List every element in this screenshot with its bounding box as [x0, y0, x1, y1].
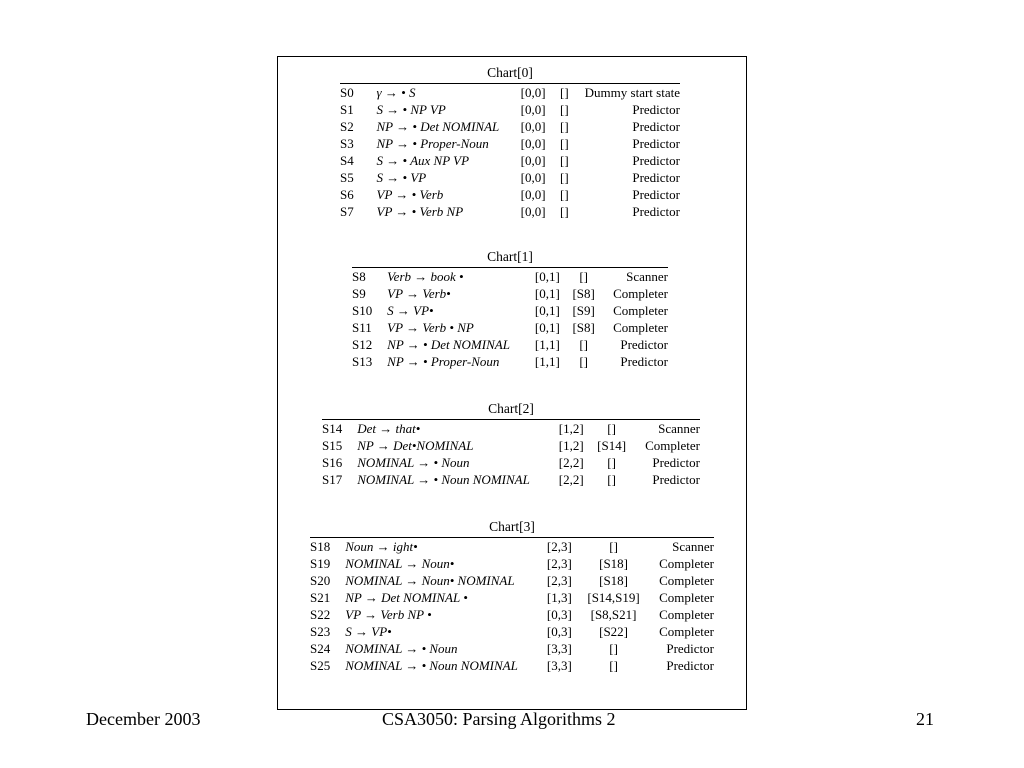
span: [1,2]	[558, 438, 584, 453]
table-row	[310, 657, 714, 674]
operation: Scanner	[672, 539, 714, 554]
dotted-rule: Verb → book •	[387, 269, 464, 284]
table-row	[340, 84, 680, 101]
span: [0,0]	[520, 102, 546, 117]
state-id: S2	[340, 119, 354, 134]
dotted-rule: NOMINAL → • Noun	[345, 641, 458, 656]
operation: Dummy start state	[584, 85, 680, 100]
table-row	[310, 589, 714, 606]
table-row	[310, 640, 714, 657]
operation: Completer	[613, 286, 668, 301]
operation: Completer	[659, 573, 714, 588]
chart-title: Chart[3]	[489, 519, 535, 534]
table-row	[310, 555, 714, 572]
span: [1,2]	[558, 421, 584, 436]
table-row	[340, 135, 680, 152]
span: [3,3]	[546, 641, 572, 656]
dotted-rule: NOMINAL → • Noun NOMINAL	[345, 658, 518, 673]
state-id: S11	[352, 320, 372, 335]
operation: Predictor	[652, 472, 700, 487]
dotted-rule: NOMINAL → Noun• NOMINAL	[345, 573, 515, 588]
chart-table	[340, 84, 680, 220]
state-id: S20	[310, 573, 331, 588]
state-id: S13	[352, 354, 373, 369]
state-id: S8	[352, 269, 366, 284]
span: [0,0]	[520, 153, 546, 168]
pointers: []	[607, 472, 616, 487]
pointers: []	[560, 170, 569, 185]
span: [0,0]	[520, 119, 546, 134]
operation: Predictor	[632, 187, 680, 202]
pointers: []	[579, 337, 588, 352]
span: [0,3]	[546, 624, 572, 639]
pointers: [S14,S19]	[587, 590, 640, 605]
operation: Predictor	[620, 337, 668, 352]
table-row	[310, 606, 714, 623]
table-row	[340, 169, 680, 186]
table-row	[322, 437, 700, 454]
chart-title: Chart[2]	[488, 401, 534, 416]
span: [0,1]	[534, 286, 560, 301]
table-row	[340, 152, 680, 169]
dotted-rule: Noun → ight•	[345, 539, 418, 554]
state-id: S7	[340, 204, 354, 219]
chart-table	[310, 538, 714, 674]
state-id: S23	[310, 624, 331, 639]
dotted-rule: VP → Verb • NP	[387, 320, 474, 335]
span: [0,1]	[534, 320, 560, 335]
dotted-rule: NP → Det NOMINAL •	[345, 590, 468, 605]
state-id: S10	[352, 303, 373, 318]
chart-figure	[277, 56, 747, 710]
state-id: S16	[322, 455, 343, 470]
state-id: S24	[310, 641, 331, 656]
span: [2,2]	[558, 455, 584, 470]
operation: Predictor	[632, 119, 680, 134]
span: [0,0]	[520, 204, 546, 219]
pointers: []	[579, 269, 588, 284]
pointers: [S8]	[572, 320, 595, 335]
dotted-rule: S → VP•	[345, 624, 392, 639]
chart-0	[340, 65, 680, 220]
chart-title: Chart[0]	[487, 65, 533, 80]
operation: Completer	[659, 607, 714, 622]
state-id: S14	[322, 421, 343, 436]
pointers: [S9]	[572, 303, 595, 318]
pointers: [S22]	[599, 624, 629, 639]
state-id: S12	[352, 337, 373, 352]
state-id: S15	[322, 438, 343, 453]
dotted-rule: NP → • Det NOMINAL	[387, 337, 510, 352]
span: [2,3]	[546, 573, 572, 588]
pointers: [S8,S21]	[590, 607, 637, 622]
chart-title: Chart[1]	[487, 249, 533, 264]
table-row	[352, 285, 668, 302]
state-id: S0	[340, 85, 354, 100]
state-id: S21	[310, 590, 331, 605]
dotted-rule: NOMINAL → Noun•	[345, 556, 455, 571]
pointers: []	[607, 421, 616, 436]
state-id: S9	[352, 286, 366, 301]
state-id: S19	[310, 556, 331, 571]
table-row	[340, 186, 680, 203]
pointers: []	[560, 204, 569, 219]
operation: Completer	[659, 556, 714, 571]
dotted-rule: NP → Det•NOMINAL	[357, 438, 474, 453]
span: [0,1]	[534, 303, 560, 318]
state-id: S18	[310, 539, 331, 554]
pointers: []	[560, 187, 569, 202]
dotted-rule: γ → • S	[376, 85, 416, 100]
pointers: []	[609, 539, 618, 554]
operation: Scanner	[626, 269, 668, 284]
operation: Predictor	[666, 658, 714, 673]
footer-date: December 2003	[86, 709, 201, 729]
table-row	[352, 319, 668, 336]
dotted-rule: VP → • Verb NP	[376, 204, 464, 219]
pointers: []	[607, 455, 616, 470]
state-id: S22	[310, 607, 331, 622]
dotted-rule: NOMINAL → • Noun NOMINAL	[357, 472, 530, 487]
operation: Predictor	[652, 455, 700, 470]
span: [0,3]	[546, 607, 572, 622]
dotted-rule: S → VP•	[387, 303, 434, 318]
table-row	[310, 538, 714, 555]
state-id: S1	[340, 102, 354, 117]
state-id: S17	[322, 472, 343, 487]
dotted-rule: VP → Verb•	[387, 286, 451, 301]
span: [2,2]	[558, 472, 584, 487]
table-row	[322, 454, 700, 471]
dotted-rule: VP → • Verb	[376, 187, 444, 202]
table-row	[352, 353, 668, 370]
pointers: []	[560, 153, 569, 168]
table-row	[340, 101, 680, 118]
dotted-rule: VP → Verb NP •	[345, 607, 432, 622]
span: [1,1]	[534, 354, 560, 369]
table-row	[340, 203, 680, 220]
span: [3,3]	[546, 658, 572, 673]
span: [0,0]	[520, 85, 546, 100]
operation: Predictor	[632, 136, 680, 151]
state-id: S3	[340, 136, 354, 151]
pointers: [S14]	[597, 438, 627, 453]
pointers: []	[609, 658, 618, 673]
table-row	[340, 118, 680, 135]
table-row	[352, 336, 668, 353]
pointers: []	[560, 119, 569, 134]
pointers: [S8]	[572, 286, 595, 301]
span: [1,1]	[534, 337, 560, 352]
state-id: S6	[340, 187, 354, 202]
page-number: 21	[916, 709, 934, 729]
dotted-rule: NP → • Proper-Noun	[376, 136, 489, 151]
table-row	[322, 471, 700, 488]
chart-2	[322, 401, 700, 488]
operation: Completer	[659, 590, 714, 605]
state-id: S25	[310, 658, 331, 673]
pointers: []	[560, 102, 569, 117]
operation: Completer	[645, 438, 700, 453]
pointers: []	[579, 354, 588, 369]
operation: Scanner	[658, 421, 700, 436]
table-row	[322, 420, 700, 437]
operation: Predictor	[632, 153, 680, 168]
chart-table	[322, 420, 700, 488]
pointers: []	[560, 85, 569, 100]
operation: Predictor	[620, 354, 668, 369]
table-row	[352, 302, 668, 319]
span: [0,0]	[520, 170, 546, 185]
dotted-rule: NOMINAL → • Noun	[357, 455, 470, 470]
operation: Completer	[613, 303, 668, 318]
span: [0,0]	[520, 187, 546, 202]
pointers: []	[560, 136, 569, 151]
chart-table	[352, 268, 668, 370]
span: [0,1]	[534, 269, 560, 284]
operation: Completer	[613, 320, 668, 335]
footer-title: CSA3050: Parsing Algorithms 2	[382, 709, 616, 729]
dotted-rule: S → • Aux NP VP	[376, 153, 470, 168]
pointers: [S18]	[599, 573, 629, 588]
span: [2,3]	[546, 556, 572, 571]
operation: Completer	[659, 624, 714, 639]
table-row	[310, 572, 714, 589]
dotted-rule: Det → that•	[357, 421, 421, 436]
pointers: []	[609, 641, 618, 656]
pointers: [S18]	[599, 556, 629, 571]
chart-3	[310, 519, 714, 674]
dotted-rule: S → • NP VP	[376, 102, 446, 117]
state-id: S5	[340, 170, 354, 185]
dotted-rule: NP → • Proper-Noun	[387, 354, 500, 369]
dotted-rule: NP → • Det NOMINAL	[376, 119, 500, 134]
dotted-rule: S → • VP	[376, 170, 427, 185]
operation: Predictor	[632, 170, 680, 185]
operation: Predictor	[632, 204, 680, 219]
table-row	[352, 268, 668, 285]
chart-1	[352, 249, 668, 370]
span: [0,0]	[520, 136, 546, 151]
table-row	[310, 623, 714, 640]
operation: Predictor	[666, 641, 714, 656]
span: [2,3]	[546, 539, 572, 554]
state-id: S4	[340, 153, 354, 168]
span: [1,3]	[546, 590, 572, 605]
operation: Predictor	[632, 102, 680, 117]
